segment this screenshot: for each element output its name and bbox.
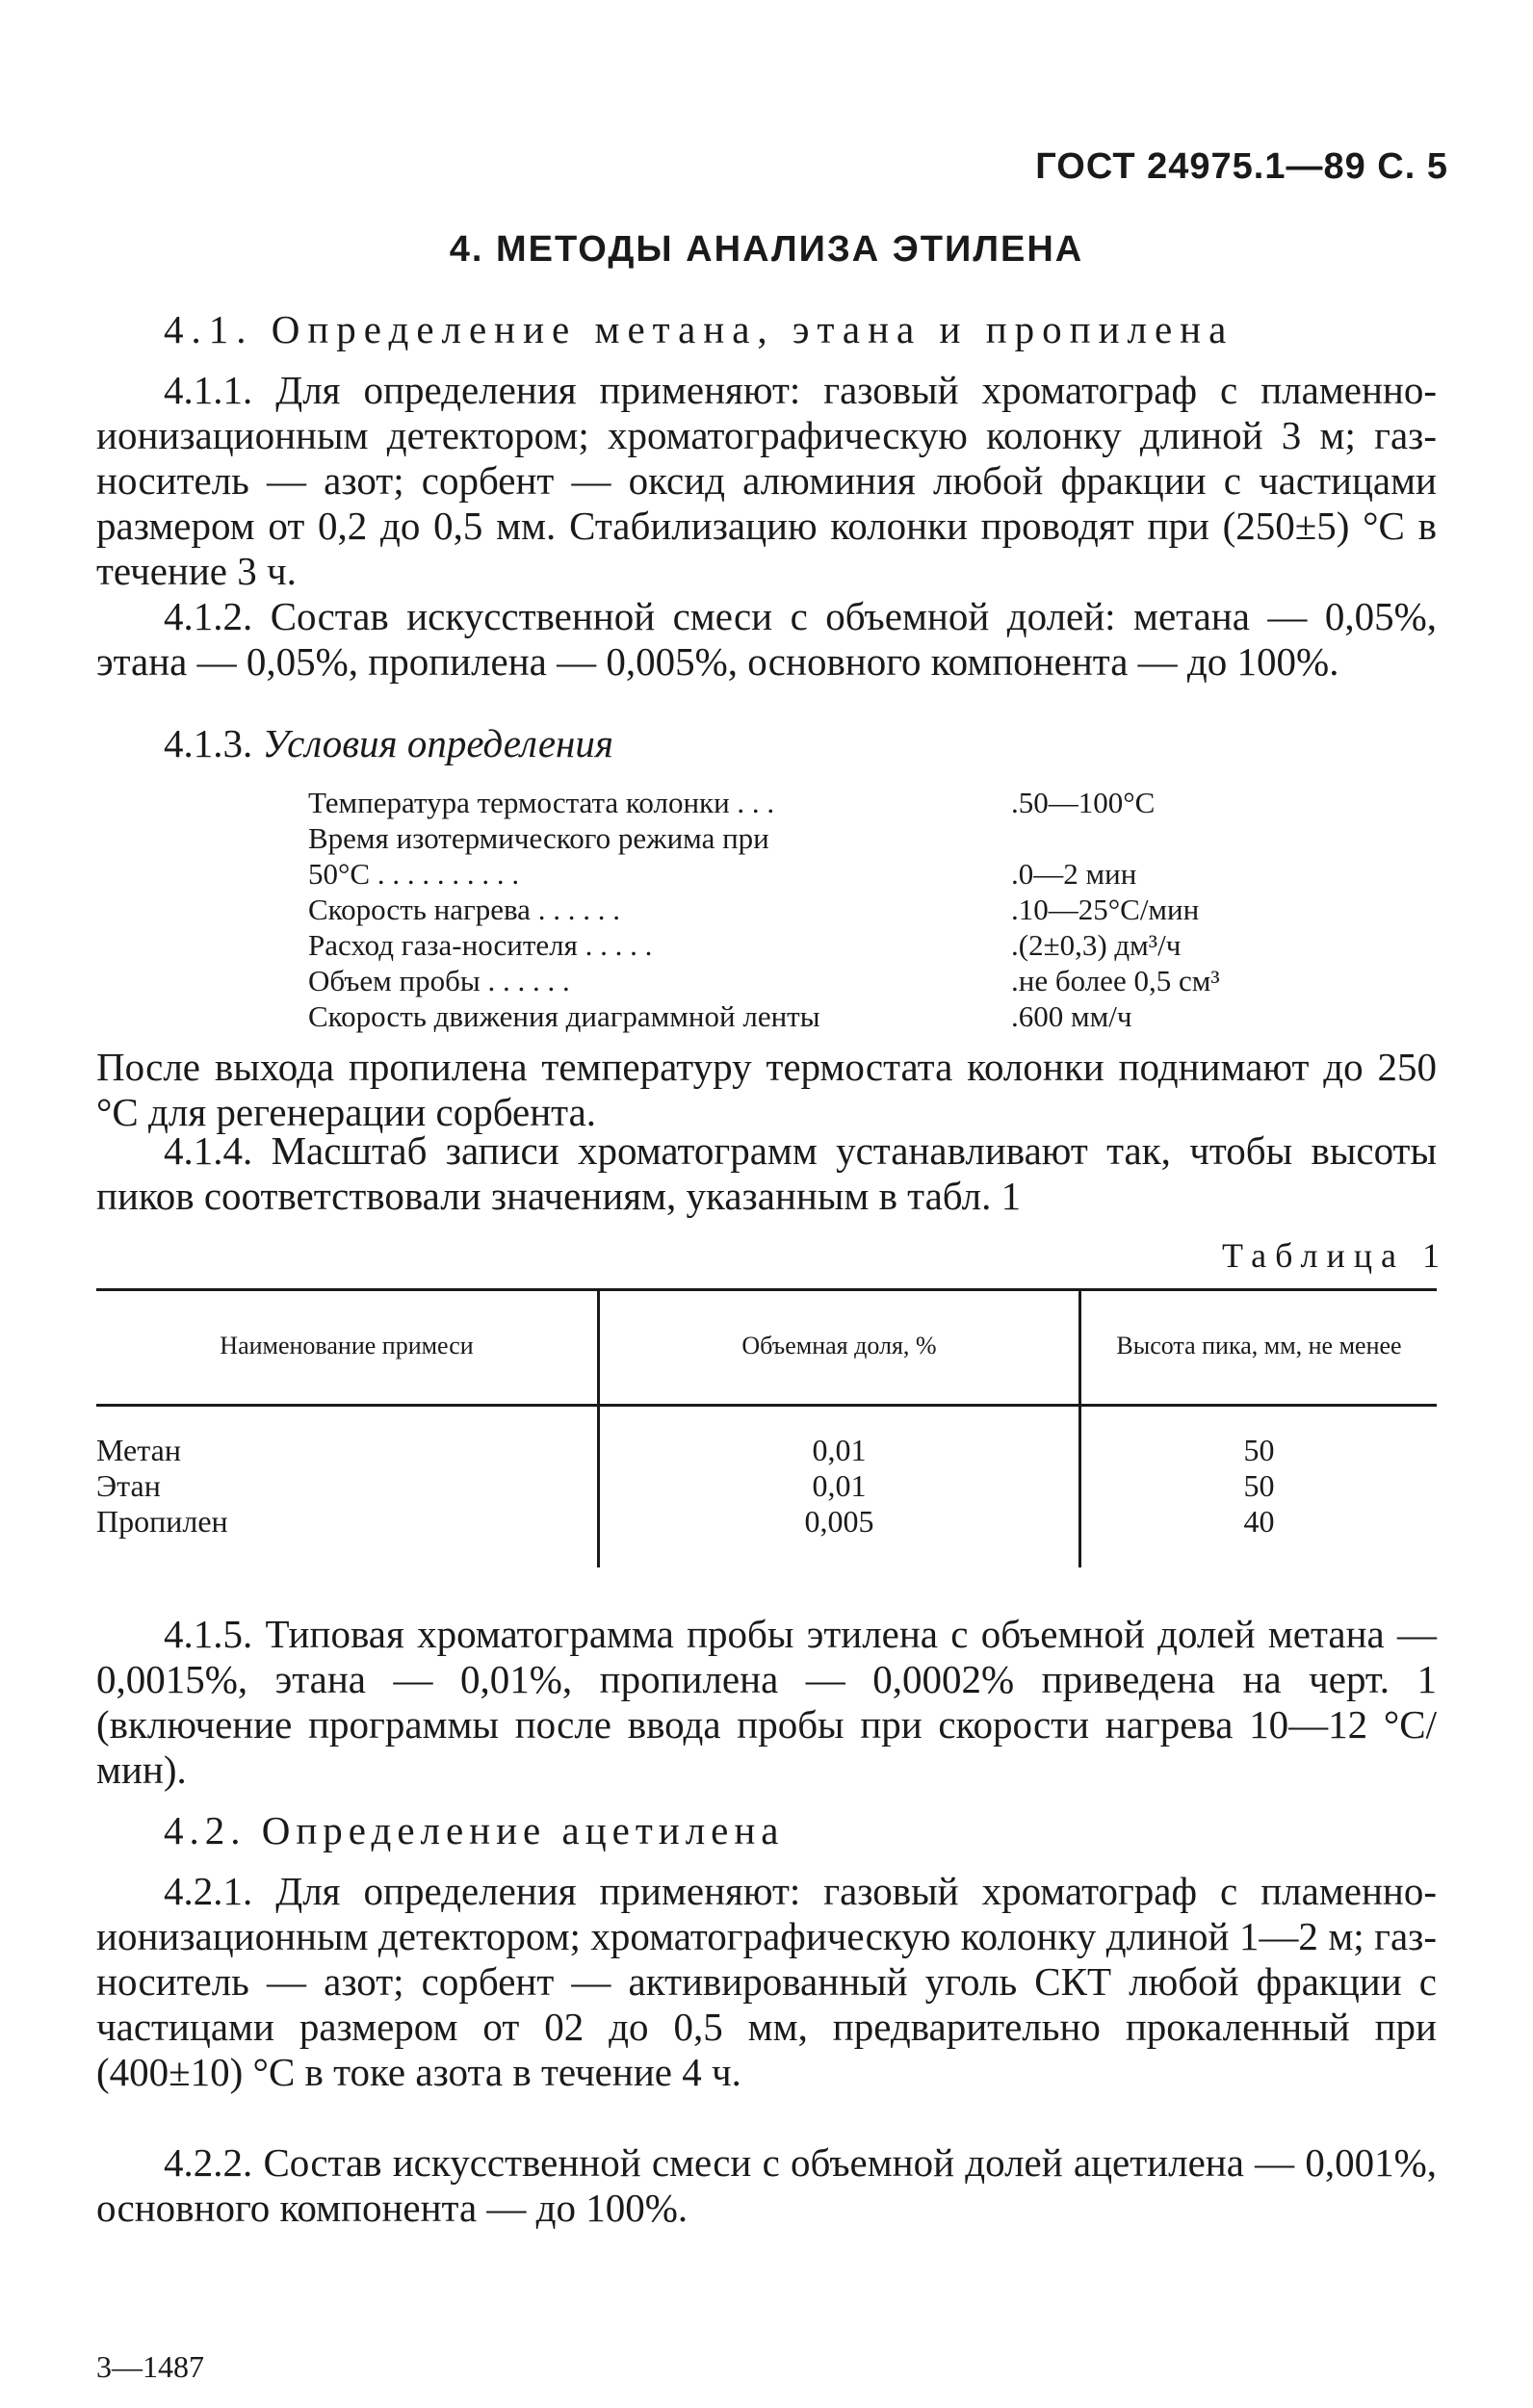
condition-row — [308, 963, 1319, 998]
condition-label: Расход газа-носителя . . . . . — [308, 928, 653, 962]
table-header-cell: Наименование примеси — [220, 1332, 474, 1359]
subsection-4-2-title: 4.2. Определение ацетилена — [164, 1808, 785, 1852]
condition-row — [308, 927, 1319, 963]
paragraph-4-2-1-text: 4.2.1. Для определения применяют: газовый хроматограф с пламенно-ионизационным детектором; хроматографическую колонку длиной 1—2 м; газ-носитель — азот; сорбент — активированный уголь СКТ любой фракции с частицами размером от 02 до 0,5 мм, предварительно прокаленный при (400±10) °С в токе азота в течение 4 ч. — [96, 1869, 1437, 2094]
paragraph-4-1-4 — [96, 1128, 1437, 1219]
table-column-fraction — [600, 1433, 1078, 1540]
condition-row — [308, 820, 1319, 856]
paragraph-4-1-5-text: 4.1.5. Типовая хроматограмма пробы этилена с объемной долей метана — 0,0015%, этана — 0,01%, пропилена — 0,0002% приведена на черт. 1 (включение программы после ввода пробы при скорости нагрева 10—12 °С/мин). — [96, 1612, 1437, 1792]
table-cell: 50 — [1243, 1468, 1275, 1503]
condition-label: Объем пробы . . . . . . — [308, 964, 570, 997]
condition-value: .50—100°С — [1011, 786, 1156, 819]
section-title: 4. МЕТОДЫ АНАЛИЗА ЭТИЛЕНА — [449, 229, 1084, 270]
condition-row — [308, 892, 1319, 927]
page-footer-code: 3—1487 — [96, 2349, 204, 2384]
condition-label: Скорость движения диаграммной ленты — [308, 999, 820, 1033]
paragraph-4-2-2-text: 4.2.2. Состав искусственной смеси с объемной долей ацетилена — 0,001%, основного компонента — до 100%. — [96, 2140, 1437, 2230]
table-cell: 0,01 — [812, 1433, 867, 1467]
condition-value: .10—25°С/мин — [1011, 893, 1200, 926]
condition-label: 50°С . . . . . . . . . . — [308, 857, 520, 891]
condition-value: .0—2 мин — [1011, 857, 1137, 891]
table-cell: 0,01 — [812, 1468, 867, 1503]
paragraph-after-conditions — [96, 1045, 1437, 1135]
condition-label: Скорость нагрева . . . . . . — [308, 893, 620, 926]
page-header: ГОСТ 24975.1—89 С. 5 — [1035, 146, 1448, 187]
condition-row — [308, 785, 1319, 820]
table-cell: 40 — [1243, 1504, 1275, 1539]
conditions-list — [308, 785, 1319, 1034]
table-cell: Метан — [96, 1433, 181, 1467]
paragraph-after-conditions-text: После выхода пропилена температуру термостата колонки поднимают до 250 °С для регенерации сорбента. — [96, 1045, 1437, 1134]
paragraph-4-1-3-title: Условия определения — [262, 721, 613, 765]
paragraph-4-1-2-text: 4.1.2. Состав искусственной смеси с объемной долей: метана — 0,05%, этана — 0,05%, пропилена — 0,005%, основного компонента — до 100%. — [96, 594, 1437, 684]
paragraph-4-1-3-number: 4.1.3. — [164, 721, 253, 765]
table-cell: 0,005 — [804, 1504, 874, 1539]
paragraph-4-1-5 — [96, 1612, 1437, 1793]
table-column-peak-height — [1081, 1433, 1437, 1540]
condition-row — [308, 856, 1319, 892]
paragraph-4-2-2 — [96, 2140, 1437, 2231]
table-cell: Этан — [96, 1468, 161, 1503]
condition-row — [308, 998, 1319, 1034]
table-header-rule — [96, 1404, 1437, 1407]
condition-value: .не более 0,5 см³ — [1011, 964, 1220, 997]
paragraph-4-1-3-heading — [164, 720, 613, 766]
paragraph-4-1-1 — [96, 368, 1437, 594]
subsection-4-1-title: 4.1. Определение метана, этана и пропилена — [164, 307, 1234, 351]
paragraph-4-1-4-text: 4.1.4. Масштаб записи хроматограмм устанавливают так, чтобы высоты пиков соответствовали значениям, указанным в табл. 1 — [96, 1128, 1437, 1218]
paragraph-4-2-1 — [96, 1869, 1437, 2095]
paragraph-4-1-2 — [96, 594, 1437, 685]
table-header-cell: Объемная доля, % — [741, 1332, 937, 1359]
table-cell: 50 — [1243, 1433, 1275, 1467]
paragraph-4-1-1-text: 4.1.1. Для определения применяют: газовый хроматограф с пламенно-ионизационным детектором; хроматографическую колонку длиной 3 м; газ-носитель — азот; сорбент — оксид алюминия любой фракции с частицами размером от 0,2 до 0,5 мм. Стабилизацию колонки проводят при (250±5) °С в течение 3 ч. — [96, 368, 1437, 593]
table-caption: Таблица 1 — [1222, 1236, 1448, 1275]
table-cell: Пропилен — [96, 1504, 228, 1539]
condition-label: Температура термостата колонки . . . — [308, 786, 775, 819]
condition-label: Время изотермического режима при — [308, 821, 769, 855]
condition-value — [1011, 820, 1319, 856]
table-column-names — [96, 1433, 578, 1540]
condition-value: .600 мм/ч — [1011, 999, 1132, 1033]
table-header-cell: Высота пика, мм, не менее — [1116, 1332, 1402, 1359]
condition-value: .(2±0,3) дм³/ч — [1011, 928, 1182, 962]
